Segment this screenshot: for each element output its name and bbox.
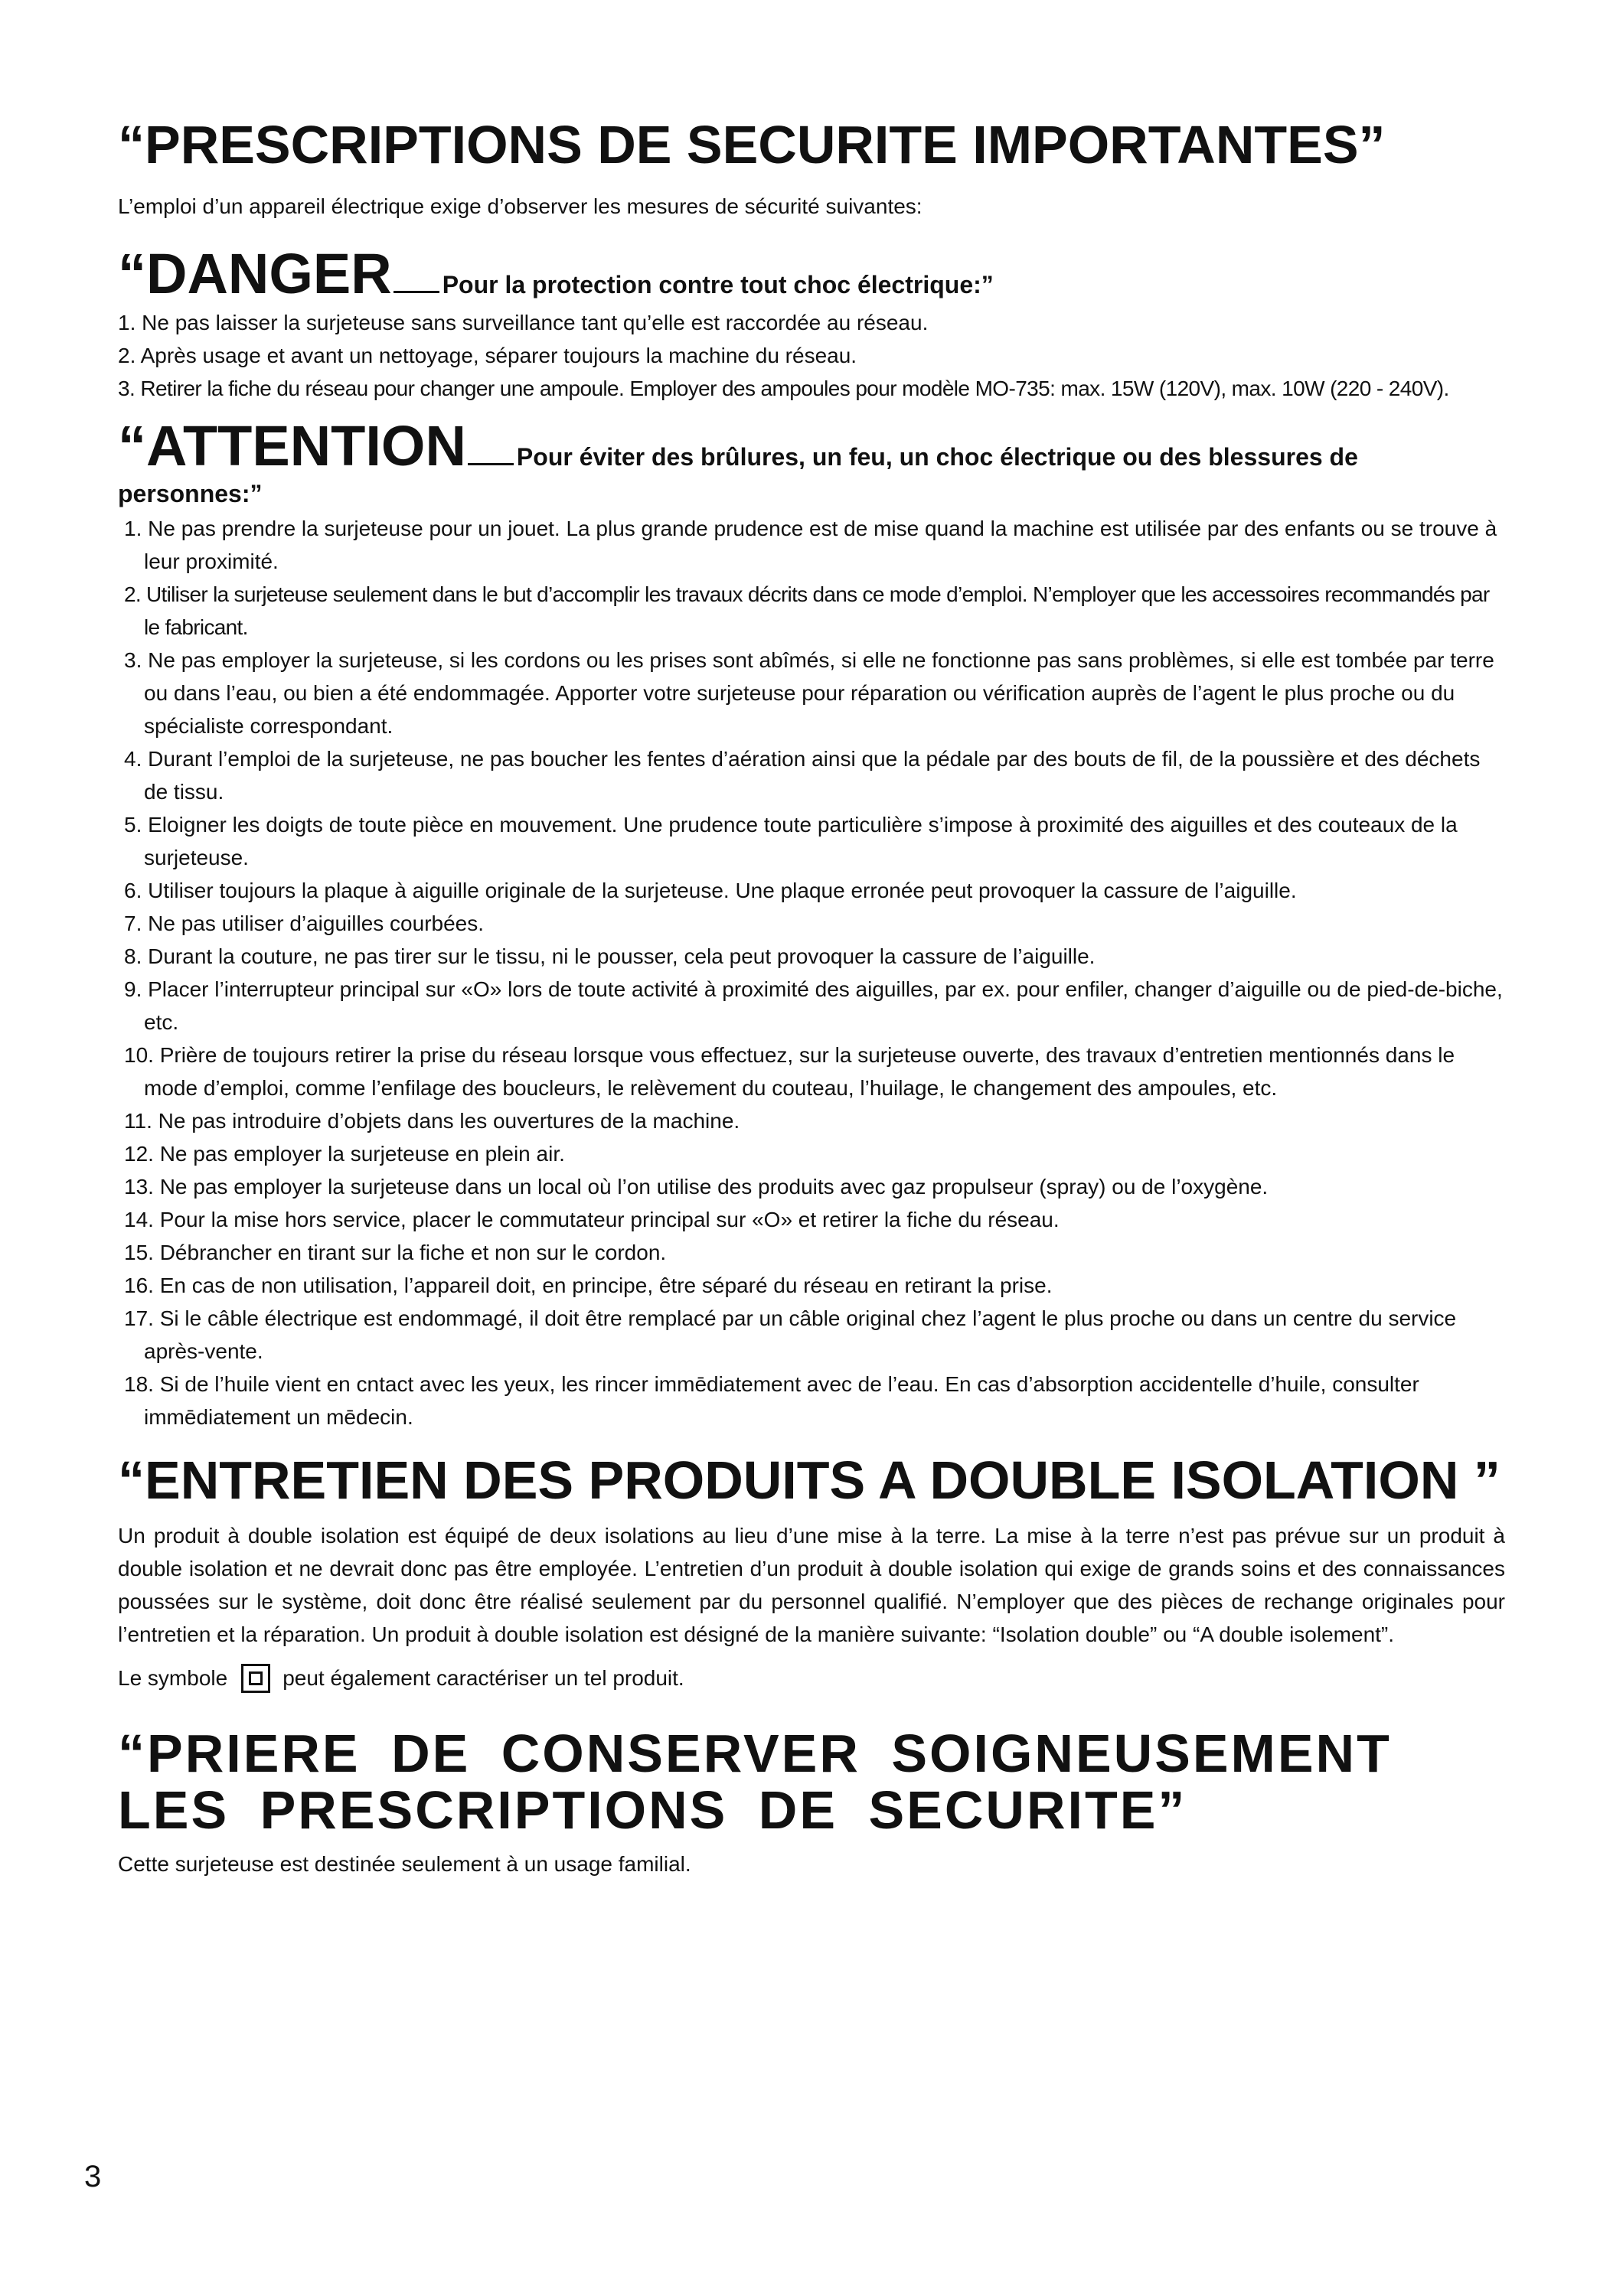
list-item: 15. Débrancher en tirant sur la fiche et non sur le cordon.: [124, 1241, 667, 1264]
attention-section: [118, 414, 1505, 1433]
list-item: 17. Si le câble électrique est endommagé, il doit être remplacé par un câble original chez l’agent le plus proche ou dans un centre du service après-vente.: [124, 1306, 1457, 1363]
list-item: 18. Si de l’huile vient en cntact avec les yeux, les rincer immēdiatement avec de l’eau. En cas d’absorption accidentelle d’huile, consulter immēdiatement un mēdecin.: [124, 1372, 1419, 1429]
list-item: 14. Pour la mise hors service, placer le commutateur principal sur «O» et retirer la fiche du réseau.: [124, 1208, 1060, 1231]
conserve-section: [118, 1725, 1505, 1880]
list-item: 8. Durant la couture, ne pas tirer sur le tissu, ni le pousser, cela peut provoquer la cassure de l’aiguille.: [124, 944, 1096, 968]
page-number: 3: [84, 2160, 102, 2193]
list-item: 9. Placer l’interrupteur principal sur «O» lors de toute activité à proximité des aiguilles, par ex. pour enfiler, changer d’aiguille ou de pied-de-biche, etc.: [124, 977, 1503, 1034]
heading-rule: [468, 463, 514, 465]
list-item: 4. Durant l’emploi de la surjeteuse, ne pas boucher les fentes d’aération ainsi que la pédale par des bouts de fil, de la poussière et des déchets de tissu.: [124, 747, 1481, 804]
danger-subtitle: Pour la protection contre tout choc électrique:”: [442, 271, 994, 298]
list-item: 1. Ne pas laisser la surjeteuse sans surveillance tant qu’elle est raccordée au réseau.: [118, 311, 929, 334]
list-item: 11. Ne pas introduire d’objets dans les ouvertures de la machine.: [124, 1109, 740, 1133]
double-isolation-title: “ENTRETIEN DES PRODUITS A DOUBLE ISOLATION ”: [118, 1450, 1501, 1510]
attention-subtitle: Pour éviter des brûlures, un feu, un choc électrique ou des blessures de: [516, 443, 1358, 471]
page-content: [118, 115, 1505, 1880]
symbol-line: [118, 1662, 1505, 1694]
list-item: 10. Prière de toujours retirer la prise du réseau lorsque vous effectuez, sur la surjeteuse ouverte, des travaux d’entretien mentionnés dans le mode d’emploi, comme l’enfilage des boucleurs, le relèvement du couteau, l’huilage, le changement des ampoules, etc.: [124, 1043, 1455, 1100]
conserve-title: “PRIERE DE CONSERVER SOIGNEUSEMENT LES PRESCRIPTIONS DE SECURITE”: [118, 1724, 1392, 1840]
attention-list: [118, 512, 1505, 1433]
attention-word: “ATTENTION: [118, 414, 466, 478]
list-item: 7. Ne pas utiliser d’aiguilles courbées.: [124, 912, 485, 935]
danger-heading: [118, 242, 1505, 306]
danger-section: [118, 242, 1505, 405]
double-square-icon: [241, 1664, 270, 1693]
list-item: 3. Retirer la fiche du réseau pour changer une ampoule. Employer des ampoules pour modèle MO-735: max. 15W (120V), max. 10W (220 - 240V).: [118, 377, 1449, 400]
attention-heading: [118, 414, 1505, 478]
symbol-text-before: Le symbole: [118, 1666, 228, 1690]
list-item: 16. En cas de non utilisation, l’appareil doit, en principe, être séparé du réseau en retirant la prise.: [124, 1274, 1053, 1297]
list-item: 13. Ne pas employer la surjeteuse dans un local où l’on utilise des produits avec gaz propulseur (spray) ou de l’oxygène.: [124, 1175, 1269, 1199]
list-item: 2. Utiliser la surjeteuse seulement dans le but d’accomplir les travaux décrits dans ce mode d’emploi. N’employer que les accessoires recommandés par le fabricant.: [124, 582, 1490, 639]
list-item: 3. Ne pas employer la surjeteuse, si les cordons ou les prises sont abîmés, si elle ne fonctionne pas sans problèmes, si elle est tombée par terre ou dans l’eau, ou bien a été endommagée. Apporter votre surjeteuse pour réparation ou vérification auprès de l’agent le plus proche ou du spécialiste correspondant.: [124, 648, 1494, 738]
symbol-text-after: peut également caractériser un tel produit.: [282, 1666, 684, 1690]
double-isolation-section: [118, 1450, 1505, 1694]
danger-word: “DANGER: [118, 242, 392, 305]
double-isolation-paragraph: Un produit à double isolation est équipé de deux isolations au lieu d’une mise à la terre. La mise à la terre n’est pas prévue sur un produit à double isolation et ne devrait donc pas être employée. L’entretien d’un produit à double isolation qui exige de grands soins et des connaissances poussées sur le système, doit donc être réalisé seulement par du personnel qualifié. N’employer que des pièces de rechange originales pour l’entretien et la réparation. Un produit à double isolation est désigné de la manière suivante: “Isolation double” ou “A double isolement”.: [118, 1524, 1505, 1646]
heading-rule: [394, 291, 439, 293]
page-title: “PRESCRIPTIONS DE SECURITE IMPORTANTES”: [118, 115, 1386, 174]
list-item: 12. Ne pas employer la surjeteuse en plein air.: [124, 1142, 565, 1166]
attention-subtitle-cont: personnes:”: [118, 480, 263, 507]
list-item: 6. Utiliser toujours la plaque à aiguille originale de la surjeteuse. Une plaque erronée peut provoquer la cassure de l’aiguille.: [124, 879, 1297, 902]
list-item: 1. Ne pas prendre la surjeteuse pour un jouet. La plus grande prudence est de mise quand la machine est utilisée par des enfants ou se trouve à leur proximité.: [124, 517, 1497, 573]
list-item: 5. Eloigner les doigts de toute pièce en mouvement. Une prudence toute particulière s’impose à proximité des aiguilles et des couteaux de la surjeteuse.: [124, 813, 1458, 869]
danger-list: [118, 306, 1505, 405]
list-item: 2. Après usage et avant un nettoyage, séparer toujours la machine du réseau.: [118, 344, 857, 367]
intro-text: L’emploi d’un appareil électrique exige d’observer les mesures de sécurité suivantes:: [118, 194, 923, 218]
conserve-note: Cette surjeteuse est destinée seulement à un usage familial.: [118, 1852, 691, 1876]
